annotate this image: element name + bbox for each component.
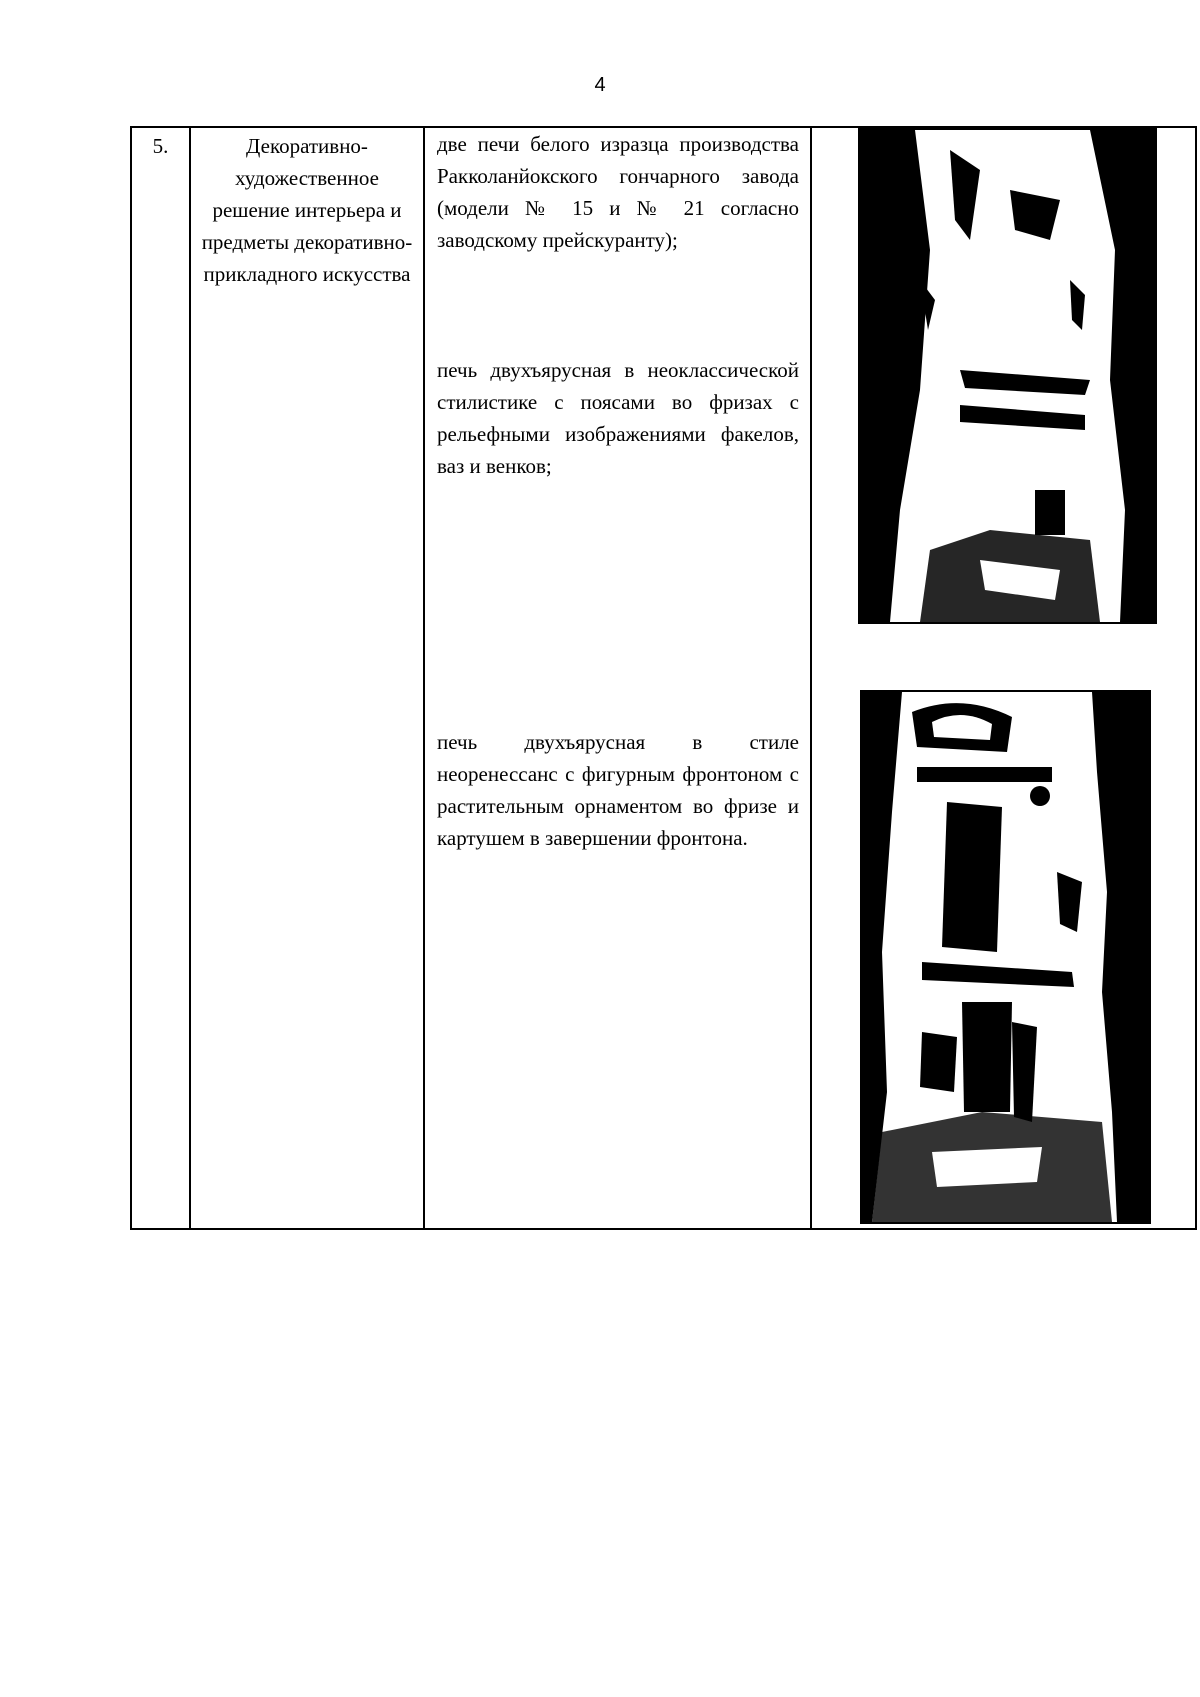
stove-photo-neoclassical [858,128,1157,624]
table-row [131,127,1196,1229]
description-paragraph: печь двухъярусная в неоклассической стилистике с поясами во фризах с рельефными изображениями факелов, ваз и венков; [437,358,799,478]
page-number: 4 [594,74,606,96]
register-table [130,126,1197,1230]
description-paragraph: печь двухъярусная в стиле неоренессанс с фигурным фронтоном с растительным орнаментом во фризе и картушем в завершении фронтона. [437,730,799,850]
description-paragraph: две печи белого изразца производства Ракколанйокского гончарного завода (модели № 15 и № 21 согласно заводскому прейскуранту); [437,132,799,252]
row-number: 5. [131,127,190,1229]
description-cell [424,127,811,1229]
object-name: Декоративно-художественное решение интерьера и предметы декоративно-прикладного искусства [190,127,424,1229]
photos-cell [811,127,1196,1229]
stove-photo-neorenaissance [860,690,1151,1224]
